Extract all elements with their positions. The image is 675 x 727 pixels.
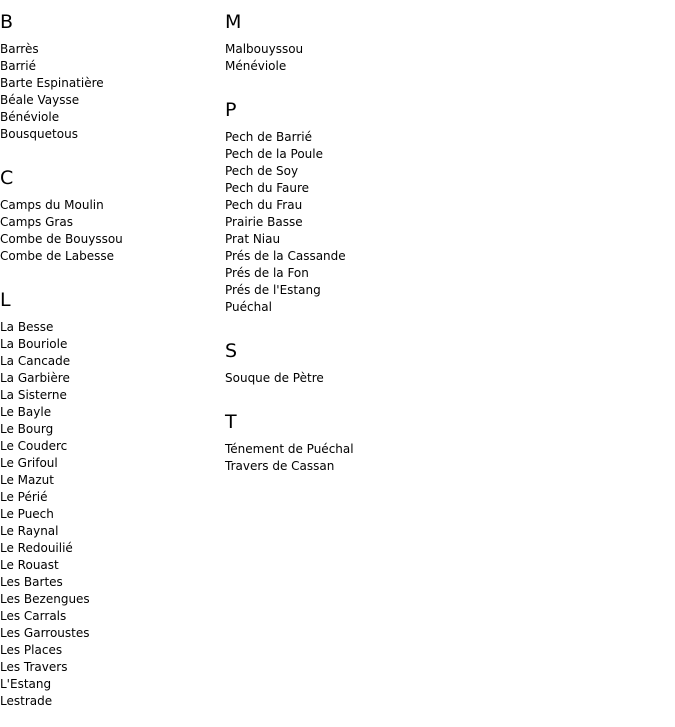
list-item: Le Redouilié [0, 541, 73, 555]
section-letter: P [225, 99, 237, 121]
list-item: Pech du Frau [225, 198, 303, 212]
place-list [0, 197, 220, 265]
list-item: Les Places [0, 643, 63, 657]
list-item: Prairie Basse [225, 215, 303, 229]
list-item: Le Périé [0, 490, 48, 504]
list-item: Barte Espinatière [0, 76, 104, 90]
list-item: La Cancade [0, 354, 71, 368]
list-item: Les Travers [0, 660, 68, 674]
list-item: L'Estang [0, 677, 52, 691]
place-list [0, 41, 220, 143]
list-item: Ténement de Puéchal [225, 442, 354, 456]
list-item: Combe de Bouyssou [0, 232, 123, 246]
list-item: Ménéviole [225, 59, 287, 73]
list-item: Le Mazut [0, 473, 54, 487]
list-item: Le Raynal [0, 524, 59, 538]
section-letter: C [0, 167, 14, 189]
list-item: La Bouriole [0, 337, 68, 351]
list-item: Les Garroustes [0, 626, 90, 640]
list-item: Barrié [0, 59, 36, 73]
list-item: Pech de Soy [225, 164, 299, 178]
list-item: Le Couderc [0, 439, 68, 453]
section-t [225, 411, 525, 475]
list-item: Le Grifoul [0, 456, 58, 470]
list-item: Pech du Faure [225, 181, 310, 195]
list-item: Travers de Cassan [225, 459, 335, 473]
list-item: Bousquetous [0, 127, 78, 141]
place-list [225, 129, 525, 316]
list-item: Camps Gras [0, 215, 73, 229]
list-item: Béale Vaysse [0, 93, 80, 107]
section-l [0, 289, 220, 710]
list-item: Prés de la Fon [225, 266, 309, 280]
list-item: Les Carrals [0, 609, 67, 623]
list-item: Le Bayle [0, 405, 52, 419]
section-letter: L [0, 289, 11, 311]
section-letter: M [225, 11, 242, 33]
list-item: Souque de Pètre [225, 371, 324, 385]
section-letter: S [225, 340, 238, 362]
section-letter: T [225, 411, 237, 433]
section-p [225, 99, 525, 316]
list-item: Malbouyssou [225, 42, 304, 56]
list-item: Camps du Moulin [0, 198, 104, 212]
index-column-2 [225, 0, 525, 475]
list-item: Barrès [0, 42, 39, 56]
place-list [0, 319, 220, 710]
index-column-1 [0, 0, 220, 710]
list-item: Combe de Labesse [0, 249, 114, 263]
list-item: Bénéviole [0, 110, 60, 124]
place-list [225, 41, 525, 75]
list-item: Prés de l'Estang [225, 283, 321, 297]
list-item: La Garbière [0, 371, 70, 385]
list-item: Les Bezengues [0, 592, 90, 606]
list-item: Pech de la Poule [225, 147, 323, 161]
section-b [0, 11, 220, 143]
list-item: La Sisterne [0, 388, 67, 402]
list-item: Le Bourg [0, 422, 54, 436]
section-s [225, 340, 525, 387]
section-m [225, 11, 525, 75]
list-item: Pech de Barrié [225, 130, 312, 144]
list-item: Lestrade [0, 694, 53, 708]
list-item: La Besse [0, 320, 54, 334]
list-item: Prat Niau [225, 232, 281, 246]
list-item: Le Rouast [0, 558, 59, 572]
list-item: Puéchal [225, 300, 272, 314]
section-c [0, 167, 220, 265]
list-item: Le Puech [0, 507, 54, 521]
place-list [225, 370, 525, 387]
list-item: Prés de la Cassande [225, 249, 346, 263]
section-letter: B [0, 11, 14, 33]
place-list [225, 441, 525, 475]
list-item: Les Bartes [0, 575, 63, 589]
